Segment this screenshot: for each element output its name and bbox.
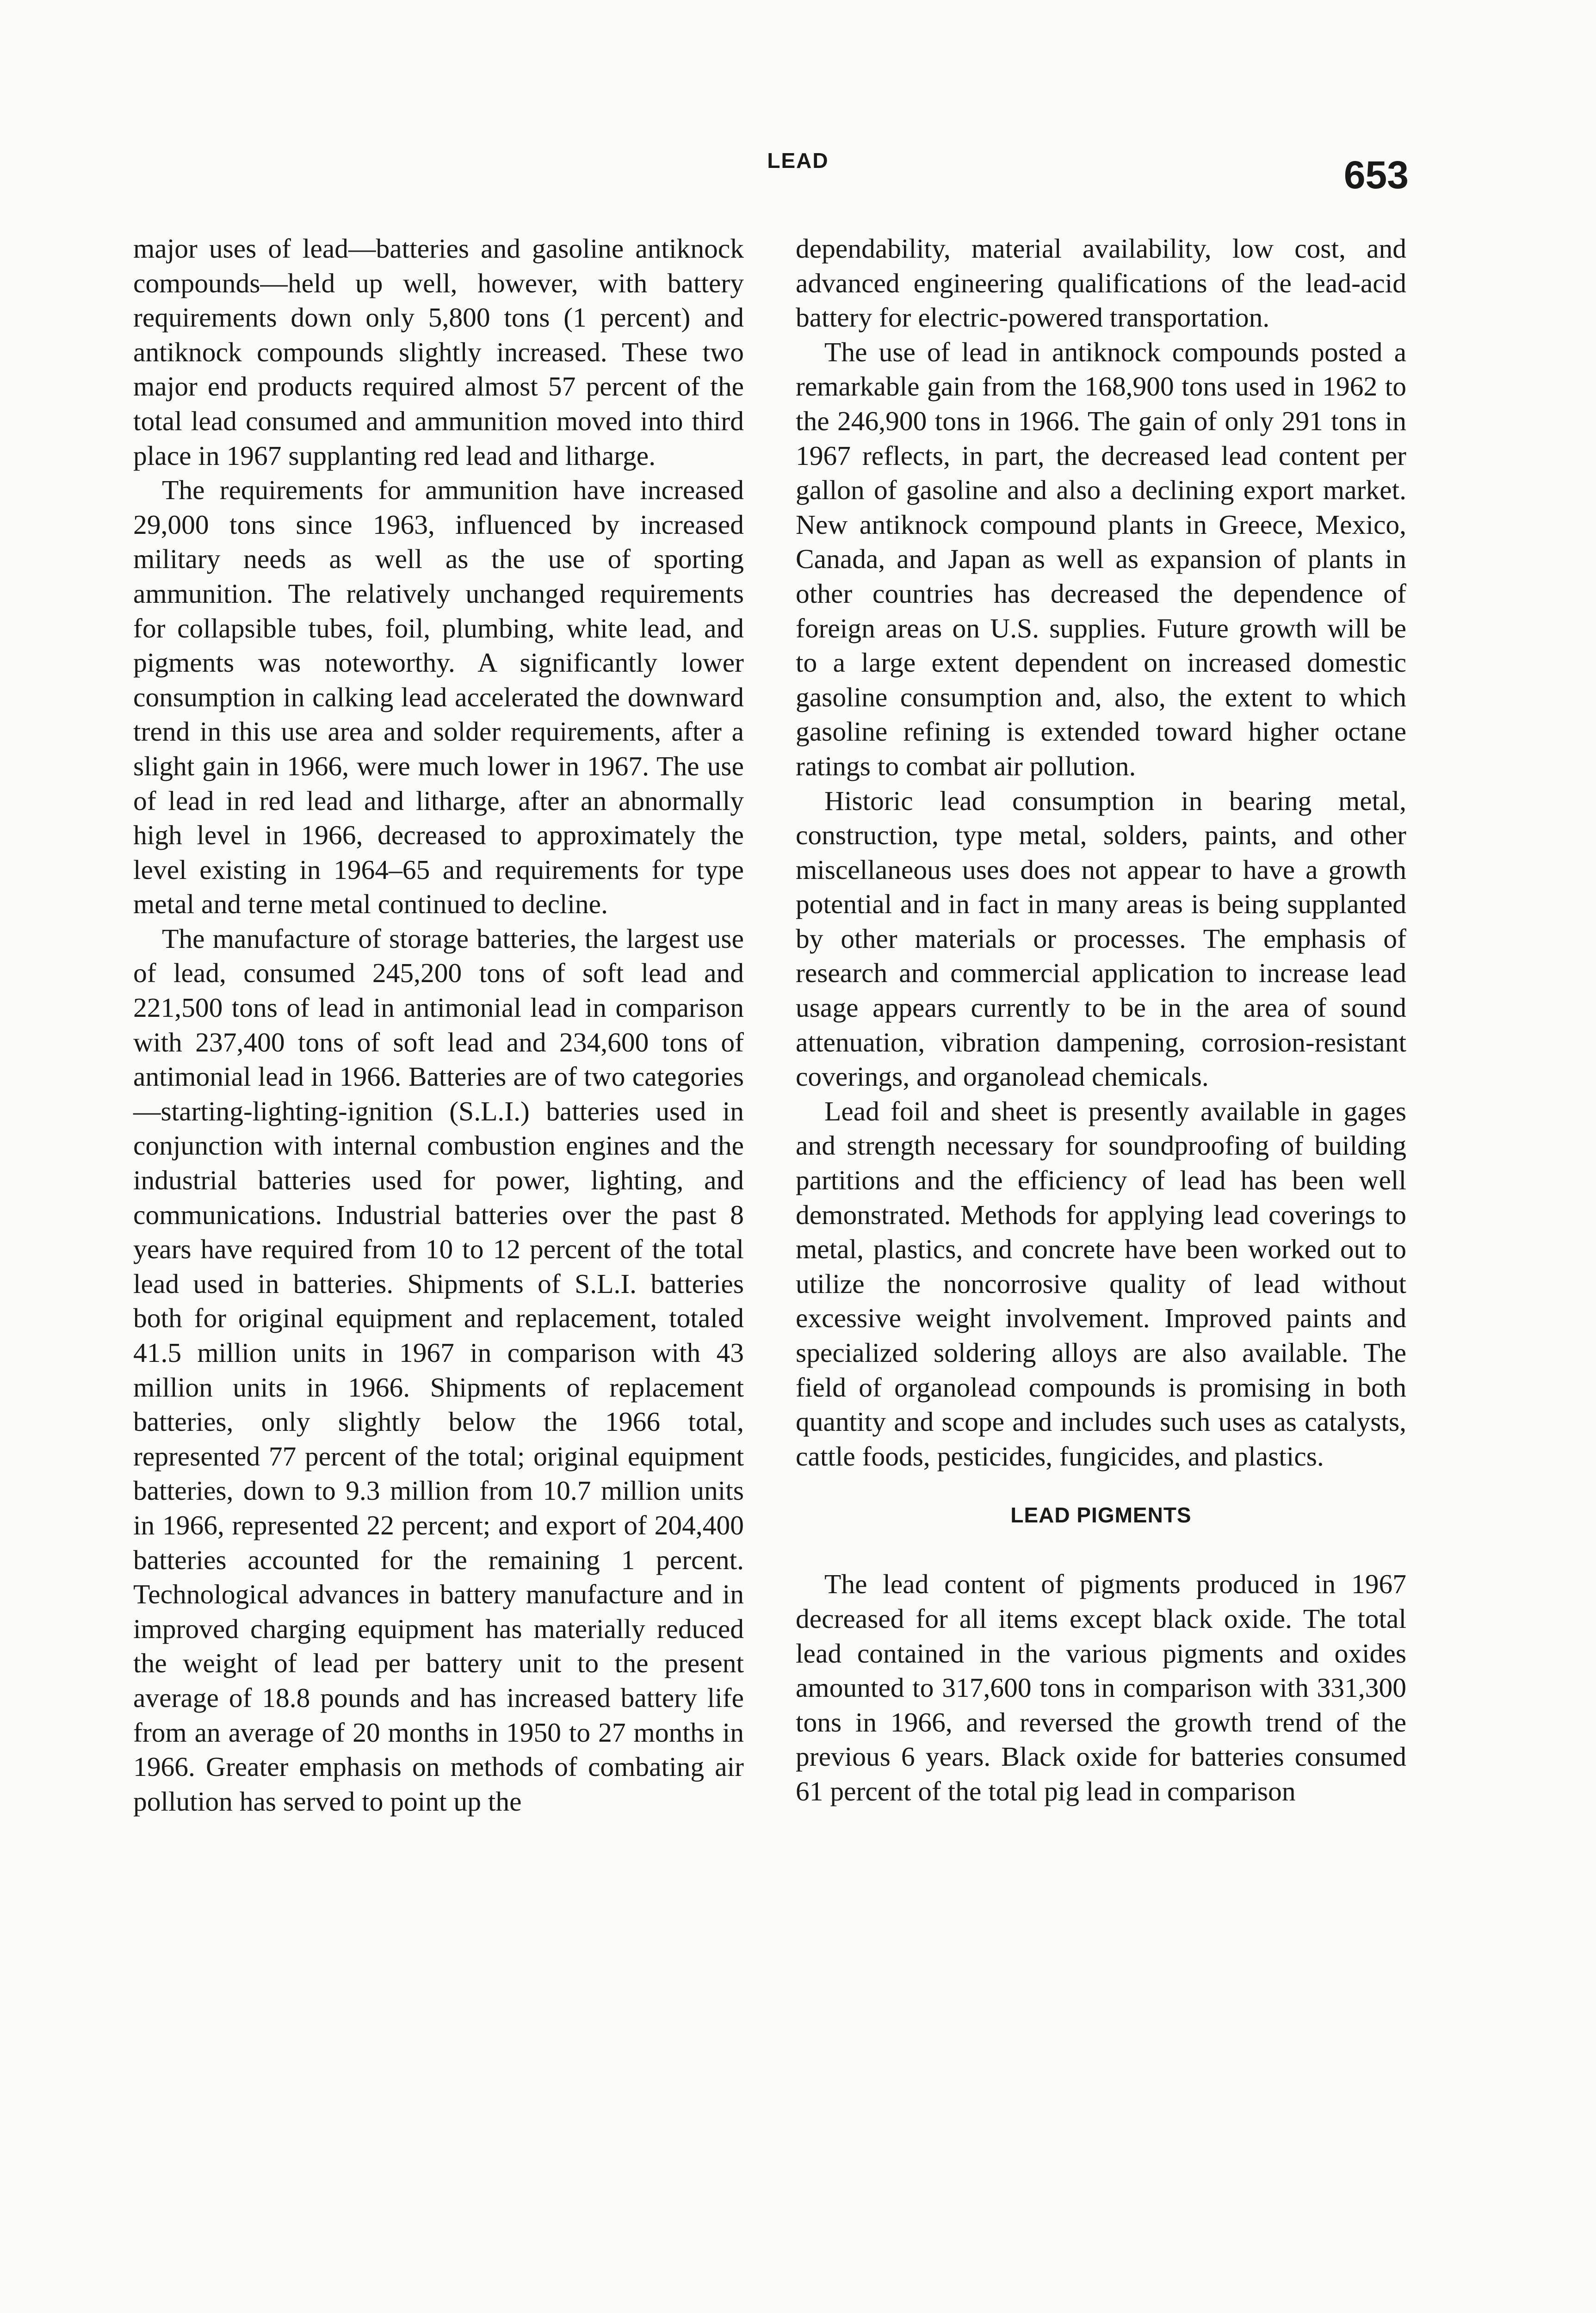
paragraph: Lead foil and sheet is presently available in gages and strength necessary for soundproofing of building partitions and the efficiency of lead has been well demonstrated. Methods for applying lead coverings to metal, plastics, and concrete have been worked out to utilize the noncorrosive quality of lead without excessive weight involvement. Improved paints and specialized soldering alloys are also available. The field of organolead compounds is promising in both quantity and scope and includes such uses as catalysts, cattle foods, pesticides, fungicides, and plastics. [796,1095,1406,1472]
page-number: 653 [1343,153,1409,197]
section-heading-lead-pigments: LEAD PIGMENTS [1010,1503,1192,1528]
running-head: LEAD [767,148,829,173]
paragraph: The lead content of pigments produced in 1967 decreased for all items except black oxide. The total lead contained in the various pigments and oxides amounted to 317,600 tons in comparison with 331,300 tons in 1966, and reversed the growth trend of the previous 6 years. Black oxide for batteries consumed 61 percent of the total pig lead in comparison [796,1569,1406,1806]
left-column [133,231,744,1818]
paragraph: The use of lead in antiknock compounds posted a remarkable gain from the 168,900 tons used in 1962 to the 246,900 tons in 1966. The gain of only 291 tons in 1967 reflects, in part, the decreased lead content per gallon of gasoline and also a declining export market. New antiknock compound plants in Greece, Mexico, Canada, and Japan as well as expansion of plants in other countries has decreased the dependence of foreign areas on U.S. supplies. Future growth will be to a large extent dependent on increased domestic gasoline consumption and, also, the extent to which gasoline refining is extended toward higher octane ratings to combat air pollution. [796,336,1406,781]
paragraph: The requirements for ammunition have increased 29,000 tons since 1963, influenced by increased military needs as well as the use of sporting ammunition. The relatively unchanged requirements for collapsible tubes, foil, plumbing, white lead, and pigments was noteworthy. A significantly lower consumption in calking lead accelerated the downward trend in this use area and solder requirements, after a slight gain in 1966, were much lower in 1967. The use of lead in red lead and litharge, after an abnormally high level in 1966, decreased to approximately the level existing in 1964–65 and requirements for type metal and terne metal continued to decline. [133,475,744,920]
right-column [796,231,1406,1809]
paragraph: The manufacture of storage batteries, the largest use of lead, consumed 245,200 tons of soft lead and 221,500 tons of lead in antimonial lead in comparison with 237,400 tons of soft lead and 234,600 tons of antimonial lead in 1966. Batteries are of two categories—starting-lighting-ignition (S.L.I.) batteries used in conjunction with internal combustion engines and the industrial batteries used for power, lighting, and communications. Industrial batteries over the past 8 years have required from 10 to 12 percent of the total lead used in batteries. Shipments of S.L.I. batteries both for original equipment and replacement, totaled 41.5 million units in 1967 in comparison with 43 million units in 1966. Shipments of replacement batteries, only slightly below the 1966 total, represented 77 percent of the total; original equipment batteries, down to 9.3 million from 10.7 million units in 1966, represented 22 percent; and export of 204,400 batteries accounted for the remaining 1 percent. Technological advances in battery manufacture and in improved charging equipment has materially reduced the weight of lead per battery unit to the present average of 18.8 pounds and has increased battery life from an average of 20 months in 1950 to 27 months in 1966. Greater emphasis on methods of combating air pollution has served to point up the [133,923,744,1817]
paragraph: major uses of lead—batteries and gasoline antiknock compounds—held up well, however, with battery requirements down only 5,800 tons (1 percent) and antiknock compounds slightly increased. These two major end products required almost 57 percent of the total lead consumed and ammunition moved into third place in 1967 supplanting red lead and litharge. [133,233,744,471]
paragraph: dependability, material availability, low cost, and advanced engineering qualifications of the lead-acid battery for electric-powered transportation. [796,233,1406,333]
paragraph: Historic lead consumption in bearing metal, construction, type metal, solders, paints, and other miscellaneous uses does not appear to have a growth potential and in fact in many areas is being supplanted by other materials or processes. The emphasis of research and commercial application to increase lead usage appears currently to be in the area of sound attenuation, vibration dampening, corrosion-resistant coverings, and organolead chemicals. [796,785,1406,1092]
